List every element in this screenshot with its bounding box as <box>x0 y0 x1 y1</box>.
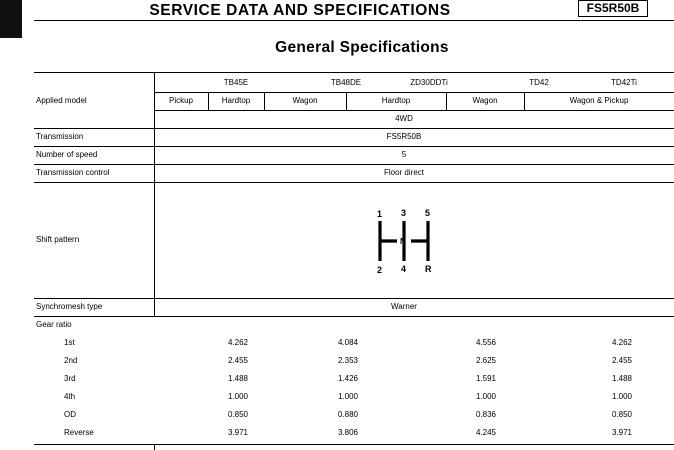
gear-ratio-value: 0.850 <box>227 410 248 419</box>
gear-name: OD <box>64 410 76 419</box>
gear-ratio-value: 1.000 <box>227 392 248 401</box>
model-label: Hardtop <box>381 96 411 105</box>
gear-ratio-value: 1.488 <box>611 374 632 383</box>
synchromesh-label: Synchromesh type <box>36 302 103 311</box>
model-label: Wagon <box>292 96 318 105</box>
gear-ratio-value: 4.245 <box>475 428 496 437</box>
table-rule <box>34 182 674 183</box>
gear-ratio-value: 4.262 <box>227 338 248 347</box>
gear-ratio-value: 3.971 <box>611 428 632 437</box>
applied-model-label: Applied model <box>36 96 87 105</box>
model-label: Wagon & Pickup <box>569 96 629 105</box>
gear-ratio-value: 2.455 <box>227 356 248 365</box>
gear-ratio-value: 4.556 <box>475 338 496 347</box>
speed-count-label: Number of speed <box>36 150 98 159</box>
engine-label: TB45E <box>223 78 249 87</box>
transmission-value: FS5R50B <box>386 132 422 141</box>
table-rule <box>34 444 674 445</box>
speed-count-value: 5 <box>401 150 407 159</box>
shift-pattern-diagram <box>366 205 442 277</box>
table-rule <box>154 92 674 93</box>
model-label: Wagon <box>472 96 498 105</box>
gear-ratio-value: 1.000 <box>337 392 358 401</box>
page-header-title: SERVICE DATA AND SPECIFICATIONS <box>149 2 451 19</box>
table-rule <box>154 72 155 316</box>
model-label: Hardtop <box>221 96 251 105</box>
table-rule <box>34 298 674 299</box>
gear-ratio-value: 0.836 <box>475 410 496 419</box>
engine-label: TB48DE <box>330 78 362 87</box>
synchromesh-value: Warner <box>391 302 417 311</box>
drive-type-value: 4WD <box>395 114 413 123</box>
gear-ratio-value: 3.971 <box>227 428 248 437</box>
gear-ratio-value: 1.591 <box>475 374 496 383</box>
engine-label: TD42Ti <box>611 78 637 87</box>
header-rule <box>34 20 674 21</box>
table-rule <box>34 128 674 129</box>
engine-label: ZD30DDTi <box>410 78 448 87</box>
neutral-label: N <box>400 237 406 246</box>
transmission-control-label: Transmission control <box>36 168 110 177</box>
model-label: Pickup <box>168 96 193 105</box>
gear-ratio-value: 3.806 <box>337 428 358 437</box>
table-rule <box>34 146 674 147</box>
gear-ratio-value: 4.262 <box>611 338 632 347</box>
transmission-code-box: FS5R50B <box>578 0 648 17</box>
gear-ratio-value: 0.880 <box>337 410 358 419</box>
gear-ratio-value: 2.353 <box>337 356 358 365</box>
gear-ratio-label: Gear ratio <box>36 320 72 329</box>
gear-name: Reverse <box>64 428 94 437</box>
gate-label: 5 <box>425 208 431 218</box>
gear-ratio-value: 1.426 <box>337 374 358 383</box>
shift-pattern-icon <box>366 205 442 277</box>
transmission-label: Transmission <box>36 132 84 141</box>
engine-label: TD42 <box>529 78 549 87</box>
gear-name: 1st <box>64 338 75 347</box>
gear-ratio-value: 1.000 <box>475 392 496 401</box>
gear-ratio-value: 4.084 <box>337 338 358 347</box>
gear-name: 2nd <box>64 356 78 365</box>
table-rule <box>34 316 674 317</box>
gate-label: 2 <box>377 265 383 275</box>
shift-pattern-label: Shift pattern <box>36 235 80 244</box>
gear-ratio-value: 1.000 <box>611 392 632 401</box>
table-rule <box>154 444 155 450</box>
gate-label: R <box>425 264 432 274</box>
gate-label: 1 <box>377 209 383 219</box>
gear-ratio-value: 2.455 <box>611 356 632 365</box>
gate-label: 3 <box>401 208 407 218</box>
table-rule <box>34 164 674 165</box>
gear-ratio-value: 0.850 <box>611 410 632 419</box>
table-rule <box>154 110 674 111</box>
gear-name: 3rd <box>64 374 76 383</box>
gear-ratio-value: 1.488 <box>227 374 248 383</box>
gate-label: 4 <box>401 264 407 274</box>
transmission-control-value: Floor direct <box>383 168 424 177</box>
table-rule <box>34 72 674 73</box>
gear-ratio-value: 2.625 <box>475 356 496 365</box>
section-subtitle: General Specifications <box>275 39 449 56</box>
gear-name: 4th <box>64 392 76 401</box>
